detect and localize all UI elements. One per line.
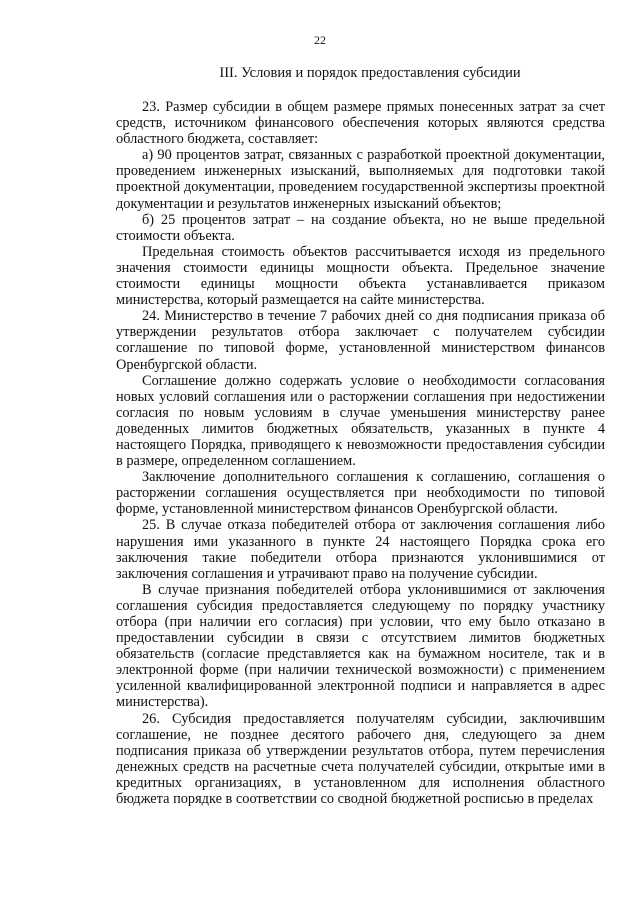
paragraph-26: 26. Субсидия предоставляется получателям субсидии, заключившим соглашение, не позднее десятого рабочего дня, следующего за днем подписания приказа об утверждении результатов отбора, путем перечисления денежных средств на расчетные счета получателей субсидии, открытые ими в кредитных организациях, в установленном для исполнения областного бюджета порядке в соответствии со сводной бюджетной росписью в пределах (116, 710, 605, 808)
section-title: III. Условия и порядок предоставления субсидии (219, 65, 521, 81)
page-number: 22 (314, 33, 326, 47)
paragraph-additional-agreement: Заключение дополнительного соглашения к соглашению, соглашения о расторжении соглашения осуществляется при необходимости по типовой форме, установленной министерством финансов Оренбургской области. (116, 469, 605, 518)
paragraph-23-b: б) 25 процентов затрат – на создание объекта, но не выше предельной стоимости объекта. (116, 211, 605, 244)
paragraph-23: 23. Размер субсидии в общем размере прямых понесенных затрат за счет средств, источником финансового обеспечения которых являются средства областного бюджета, составляет: (116, 99, 605, 148)
paragraph-23-a: а) 90 процентов затрат, связанных с разработкой проектной документации, проведением инженерных изысканий, выполняемых для подготовки такой проектной документации, проведением государственной экспертизы проектной документации и результатов инженерных изысканий объектов; (116, 147, 605, 212)
paragraph-next-participant: В случае признания победителей отбора уклонившимися от заключения соглашения субсидия предоставляется следующему по порядку участнику отбора (при наличии его согласия) при условии, что ему было отказано в предоставлении субсидии в связи с отсутствием лимитов бюджетных обязательств (согласие представляется как на бумажном носителе, так и в электронной форме (при наличии технической возможности) с применением усиленной квалифицированной электронной подписи и направляется в адрес министерства). (116, 581, 605, 711)
paragraph-agreement-conditions: Соглашение должно содержать условие о необходимости согласования новых условий соглашения или о расторжении соглашения при недостижении согласия по новым условиям в случае уменьшения министерству ранее доведенных лимитов бюджетных обязательств, указанных в пункте 4 настоящего Порядка, приводящего к невозможности предоставления субсидии в размере, определенном соглашением. (116, 372, 605, 470)
paragraph-max-cost: Предельная стоимость объектов рассчитывается исходя из предельного значения стоимости единицы мощности объекта. Предельное значение стоимости единицы мощности объекта устанавливается приказом министерства, который размещается на сайте министерства. (116, 243, 605, 309)
paragraph-25: 25. В случае отказа победителей отбора от заключения соглашения либо нарушения ими указанного в пункте 24 настоящего Порядка срока его заключения такие победители отбора признаются уклонившимися от заключения соглашения и утрачивают право на получение субсидии. (116, 517, 605, 582)
paragraph-24: 24. Министерство в течение 7 рабочих дней со дня подписания приказа об утверждении результатов отбора заключает с получателем субсидии соглашение по типовой форме, установленной министерством финансов Оренбургской области. (116, 308, 605, 373)
document-body (116, 99, 605, 807)
